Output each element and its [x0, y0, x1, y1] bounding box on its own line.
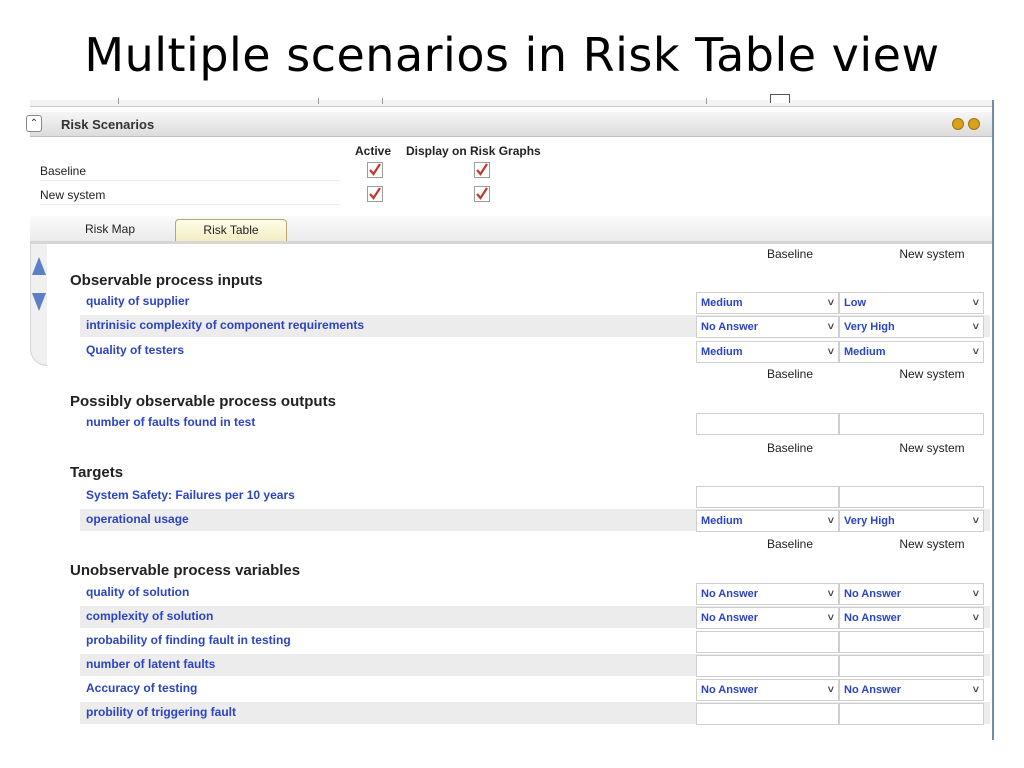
cell-value: Medium — [701, 297, 743, 309]
chevron-down-icon: ˅ — [827, 684, 834, 696]
chevron-down-icon: ˅ — [827, 515, 834, 527]
new-system-input[interactable] — [839, 486, 984, 508]
table-row — [80, 315, 990, 337]
display-checkbox[interactable] — [474, 186, 490, 202]
cell-value: Medium — [701, 346, 743, 358]
row-label: number of latent faults — [86, 657, 216, 671]
cell-value: No Answer — [701, 684, 759, 696]
chevron-down-icon: ˅ — [972, 297, 979, 309]
minimize-icon[interactable] — [952, 118, 964, 130]
table-row — [80, 582, 990, 604]
row-label: complexity of solution — [86, 609, 214, 623]
toolbar-divider — [382, 98, 383, 104]
column-header-new-system: New system — [899, 367, 965, 381]
active-checkbox[interactable] — [367, 186, 383, 202]
chevron-down-icon: ˅ — [827, 297, 834, 309]
display-column-header: Display on Risk Graphs — [406, 144, 541, 158]
new-system-select[interactable] — [839, 341, 984, 363]
section-title: Observable process inputs — [70, 272, 263, 289]
new-system-select[interactable] — [839, 679, 984, 701]
cell-value: No Answer — [844, 612, 902, 624]
chevron-up-icon[interactable]: ⌃ — [26, 115, 42, 132]
row-label: System Safety: Failures per 10 years — [86, 488, 295, 502]
column-header-new-system: New system — [899, 537, 965, 551]
new-system-input[interactable] — [839, 413, 984, 435]
cell-value: Medium — [701, 515, 743, 527]
panel-title: Risk Scenarios — [61, 117, 155, 132]
toolbar-divider — [318, 98, 319, 104]
column-header-new-system: New system — [899, 441, 965, 455]
table-row — [80, 606, 990, 628]
new-system-input[interactable] — [839, 703, 984, 725]
row-label: quality of supplier — [86, 294, 190, 308]
active-column-header: Active — [355, 144, 392, 158]
chevron-down-icon: ˅ — [827, 346, 834, 358]
chevron-down-icon: ˅ — [972, 515, 979, 527]
view-tabs — [30, 216, 992, 244]
baseline-input[interactable] — [696, 486, 839, 508]
row-label: probability of finding fault in testing — [86, 633, 291, 647]
arrow-down-icon[interactable] — [32, 293, 46, 311]
baseline-input[interactable] — [696, 655, 839, 677]
table-row — [80, 412, 990, 434]
new-system-select[interactable] — [839, 607, 984, 629]
baseline-select[interactable] — [696, 679, 839, 701]
new-system-input[interactable] — [839, 655, 984, 677]
section-title: Possibly observable process outputs — [70, 393, 336, 410]
side-nav-panel — [30, 226, 47, 366]
chevron-down-icon: ˅ — [827, 588, 834, 600]
chevron-down-icon: ˅ — [972, 346, 979, 358]
row-label: intrinisic complexity of component requirements — [86, 318, 365, 332]
slide-title: Multiple scenarios in Risk Table view — [84, 28, 940, 82]
display-checkbox[interactable] — [474, 162, 490, 178]
risk-scenarios-window — [30, 100, 994, 740]
arrow-up-icon[interactable] — [32, 257, 46, 275]
new-system-select[interactable] — [839, 510, 984, 532]
column-header-baseline: Baseline — [766, 441, 814, 455]
cell-value: Very High — [844, 515, 895, 527]
scenario-name: New system — [40, 186, 340, 205]
column-header-baseline: Baseline — [766, 537, 814, 551]
table-row — [80, 630, 990, 652]
baseline-select[interactable] — [696, 316, 839, 338]
cell-value: No Answer — [701, 612, 759, 624]
chevron-down-icon: ˅ — [827, 612, 834, 624]
active-checkbox[interactable] — [367, 162, 383, 178]
chevron-down-icon: ˅ — [827, 321, 834, 333]
new-system-select[interactable] — [839, 292, 984, 314]
baseline-select[interactable] — [696, 341, 839, 363]
chevron-down-icon: ˅ — [972, 684, 979, 696]
chevron-down-icon: ˅ — [972, 588, 979, 600]
cell-value: No Answer — [701, 588, 759, 600]
toolbar-strip — [30, 100, 992, 107]
section-title: Unobservable process variables — [70, 562, 301, 579]
baseline-input[interactable] — [696, 703, 839, 725]
cell-value: Very High — [844, 321, 895, 333]
new-system-input[interactable] — [839, 631, 984, 653]
new-system-select[interactable] — [839, 316, 984, 338]
table-row — [80, 678, 990, 700]
table-row — [80, 340, 990, 362]
toolbar-button[interactable] — [770, 94, 790, 103]
cell-value: Low — [844, 297, 866, 309]
chevron-down-icon: ˅ — [972, 612, 979, 624]
tab-risk-map[interactable]: Risk Map — [84, 222, 135, 236]
toolbar-divider — [706, 98, 707, 104]
baseline-select[interactable] — [696, 510, 839, 532]
close-icon[interactable] — [968, 118, 980, 130]
table-row — [80, 654, 990, 676]
baseline-input[interactable] — [696, 631, 839, 653]
chevron-down-icon: ˅ — [972, 321, 979, 333]
section-title: Targets — [70, 464, 124, 481]
scenario-name: Baseline — [40, 162, 340, 181]
row-label: operational usage — [86, 512, 189, 526]
panel-titlebar — [30, 112, 992, 137]
column-header-new-system: New system — [899, 247, 965, 261]
table-row — [80, 702, 990, 724]
column-header-baseline: Baseline — [766, 247, 814, 261]
row-label: Accuracy of testing — [86, 681, 198, 695]
table-row — [80, 509, 990, 531]
baseline-select[interactable] — [696, 607, 839, 629]
table-row — [80, 485, 990, 507]
cell-value: No Answer — [844, 684, 902, 696]
cell-value: No Answer — [701, 321, 759, 333]
table-row — [80, 291, 990, 313]
row-label: quality of solution — [86, 585, 190, 599]
row-label: Quality of testers — [86, 343, 185, 357]
baseline-select[interactable] — [696, 292, 839, 314]
row-label: probility of triggering fault — [86, 705, 236, 719]
column-header-baseline: Baseline — [766, 367, 814, 381]
baseline-select[interactable] — [696, 583, 839, 605]
cell-value: Medium — [844, 346, 886, 358]
toolbar-divider — [118, 98, 119, 104]
baseline-input[interactable] — [696, 413, 839, 435]
row-label: number of faults found in test — [86, 415, 256, 429]
tab-risk-table[interactable]: Risk Table — [175, 219, 287, 241]
new-system-select[interactable] — [839, 583, 984, 605]
cell-value: No Answer — [844, 588, 902, 600]
